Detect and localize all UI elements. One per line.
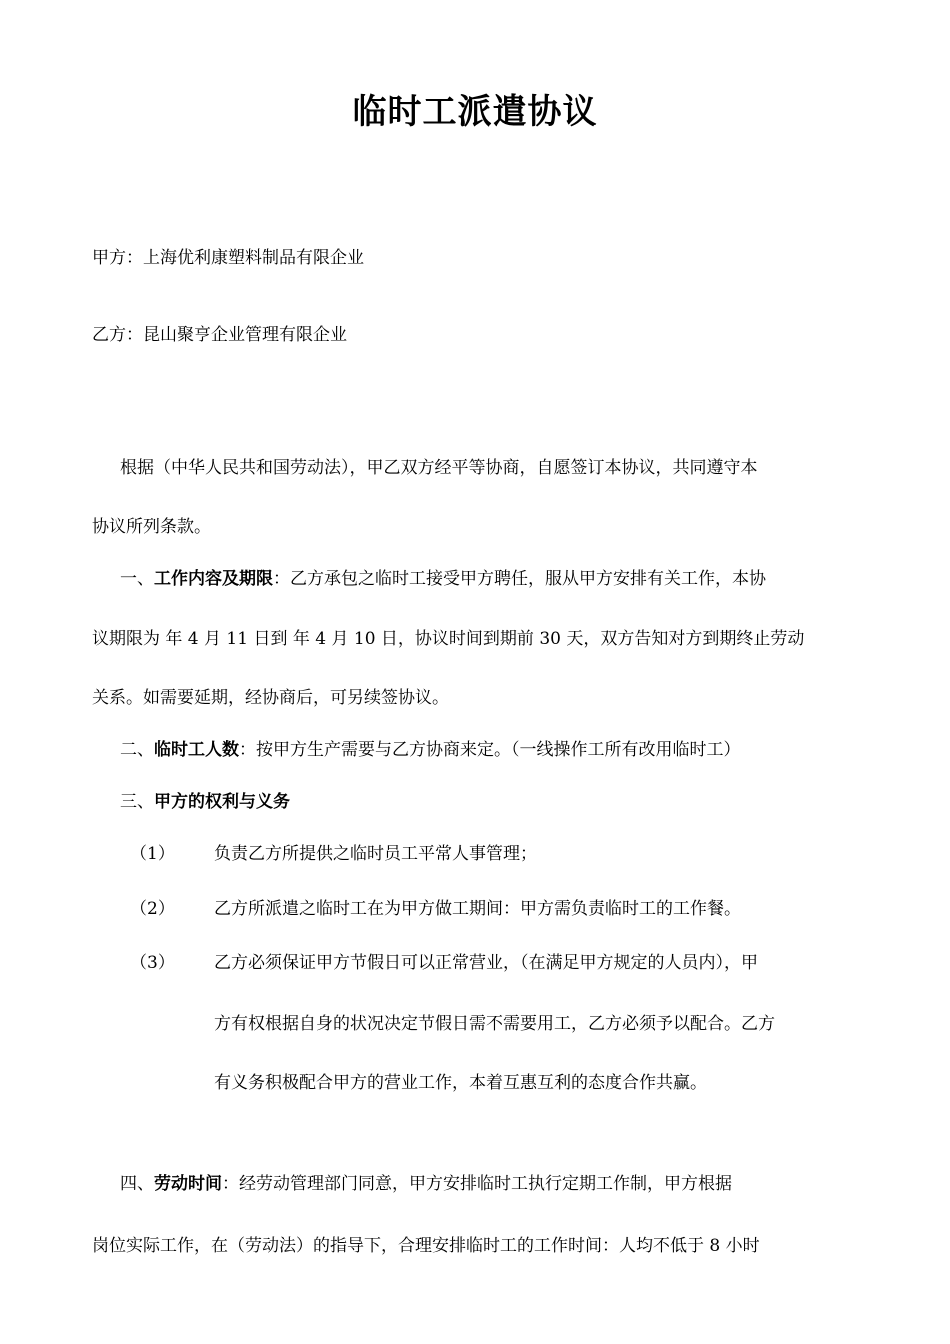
item-3-line-1: 乙方必须保证甲方节假日可以正常营业，（在满足甲方规定的人员内），甲 (214, 953, 758, 973)
section-1-text: 乙方承包之临时工接受甲方聘任，服从甲方安排有关工作，本协 (290, 569, 766, 589)
item-2-text: 乙方所派遣之临时工在为甲方做工期间：甲方需负责临时工的工作餐。 (214, 899, 741, 919)
section-4-heading: 劳动时间 (154, 1174, 222, 1194)
section-1-prefix: 一、 (120, 569, 154, 589)
section-3-heading-line (120, 789, 290, 815)
intro-line-2: 协议所列条款。 (92, 517, 211, 537)
item-3-number: （3） (130, 953, 175, 973)
section-4-prefix: 四、 (120, 1174, 154, 1194)
party-b: 乙方：昆山聚亨企业管理有限企业 (92, 325, 347, 345)
item-3-line-3: 有义务积极配合甲方的营业工作，本着互惠互利的态度合作共赢。 (214, 1073, 707, 1093)
section-4-text: 经劳动管理部门同意，甲方安排临时工执行定期工作制，甲方根据 (239, 1174, 732, 1194)
section-4-colon: ： (222, 1174, 239, 1194)
section-3-prefix: 三、 (120, 792, 154, 812)
section-1-line-1 (120, 566, 766, 592)
section-1-heading: 工作内容及期限 (154, 569, 273, 589)
section-2-colon: ： (239, 740, 256, 760)
section-2-prefix: 二、 (120, 740, 154, 760)
document-title: 临时工派遣协议 (352, 92, 598, 132)
section-2-line (120, 737, 741, 763)
item-2-number: （2） (130, 899, 175, 919)
item-3-line-2: 方有权根据自身的状况决定节假日需不需要用工，乙方必须予以配合。乙方 (214, 1014, 775, 1034)
section-1-line-3: 关系。如需要延期，经协商后，可另续签协议。 (92, 688, 449, 708)
section-4-line-1 (120, 1171, 732, 1197)
party-a: 甲方：上海优利康塑料制品有限企业 (92, 248, 364, 268)
section-1-line-2: 议期限为 年 4 月 11 日到 年 4 月 10 日，协议时间到期前 30 天，双方告知对方到期终止劳动 (92, 629, 805, 649)
item-1-text: 负责乙方所提供之临时员工平常人事管理； (214, 844, 537, 864)
item-1-number: （1） (130, 844, 175, 864)
intro-line-1: 根据（中华人民共和国劳动法），甲乙双方经平等协商，自愿签订本协议，共同遵守本 (120, 458, 758, 478)
section-1-colon: ： (273, 569, 290, 589)
section-2-heading: 临时工人数 (154, 740, 239, 760)
section-3-heading: 甲方的权利与义务 (154, 792, 290, 812)
section-2-text: 按甲方生产需要与乙方协商来定。（一线操作工所有改用临时工） (256, 740, 741, 760)
section-4-line-2: 岗位实际工作，在（劳动法）的指导下，合理安排临时工的工作时间：人均不低于 8 小时 (92, 1236, 760, 1256)
